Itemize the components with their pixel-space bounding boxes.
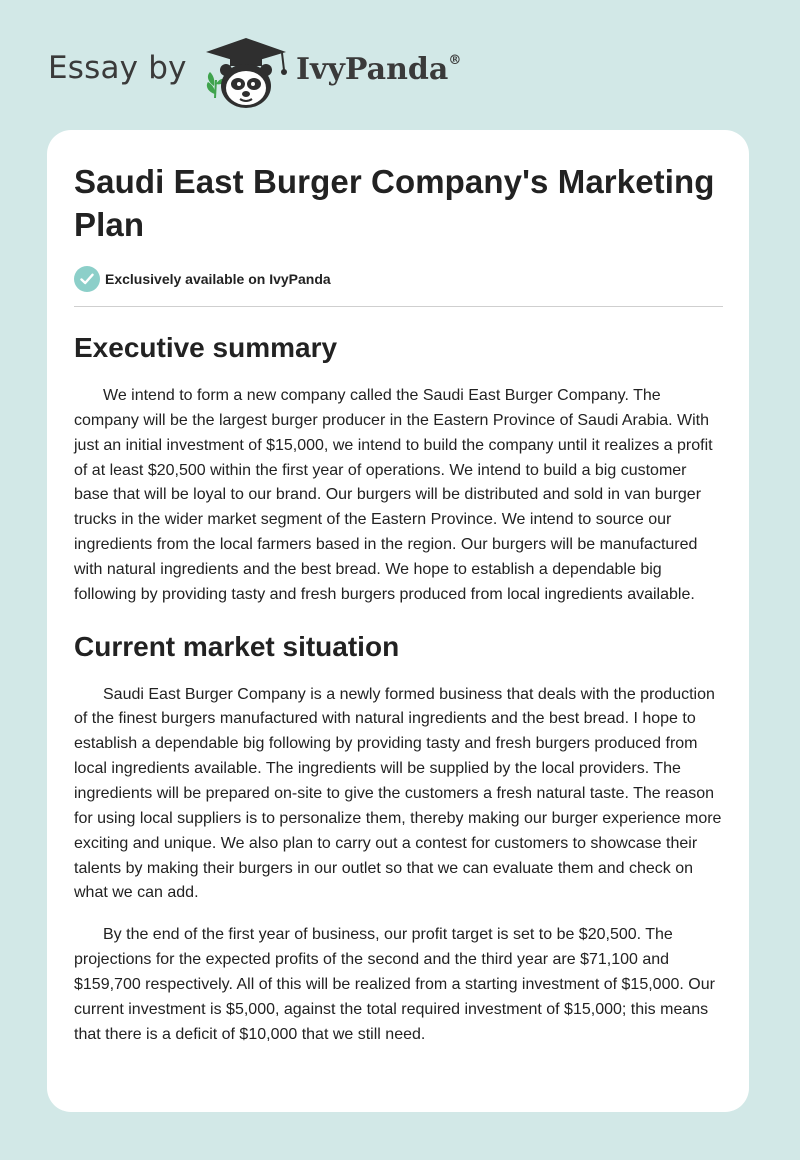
- brand-prefix: Essay by: [48, 50, 187, 86]
- panda-graduate-logo-icon[interactable]: [200, 36, 292, 112]
- article-title: Saudi East Burger Company's Marketing Plan: [74, 163, 715, 243]
- exclusive-badge: [74, 266, 723, 292]
- section-heading-current-market-situation: Current market situation: [74, 630, 400, 662]
- paragraph: We intend to form a new company called the Saudi East Burger Company. The company will be the largest burger producer in the Eastern Province of Saudi Arabia. With just an initial investment of $15,000, we intend to build the company until it realizes a profit of at least $20,500 within the first year of operations. We intend to build a big customer base that will be loyal to our brand. Our burgers will be distributed and sold in van burger trucks in the wider market segment of the Eastern Province. We intend to source our ingredients from the local farmers based in the region. Our burgers will be manufactured with natural ingredients and the best bread. We hope to establish a dependable big following by providing tasty and fresh burgers produced from local ingredients available.: [74, 387, 713, 603]
- exclusive-label: Exclusively available on IvyPanda: [105, 271, 331, 287]
- registered-mark: ®: [448, 53, 462, 68]
- paragraph: Saudi East Burger Company is a newly formed business that deals with the production of the finest burgers manufactured with natural ingredients and the best bread. I hope to establish a dependable big following by providing tasty and fresh burgers produced from local ingredients available. The ingredients will be supplied by the local providers. The ingredients will be prepared on-site to give the customers a fresh natural taste. The reason for using local suppliers is to personalize them, thereby making our burger experience more exciting and unique. We also plan to carry out a contest for customers to showcase their talents by making their burgers in our outlet so that we can evaluate them and check on what we can add.: [74, 685, 722, 902]
- title-divider: [74, 306, 723, 307]
- paragraph: By the end of the first year of business, our profit target is set to be $20,500. The projections for the expected profits of the second and the third year are $71,100 and $159,700 respectively. All of this will be realized from a starting investment of $15,000. Our current investment is $5,000, against the total required investment of $15,000; this means that there is a deficit of $10,000 that we still need.: [74, 926, 715, 1043]
- article-card: [47, 130, 749, 1112]
- site-header: [0, 0, 800, 130]
- check-icon: [74, 266, 100, 292]
- brand-name-text: IvyPanda: [296, 52, 449, 87]
- section-heading-executive-summary: Executive summary: [74, 332, 338, 363]
- article-content: [74, 160, 723, 1047]
- brand-name[interactable]: [296, 52, 461, 87]
